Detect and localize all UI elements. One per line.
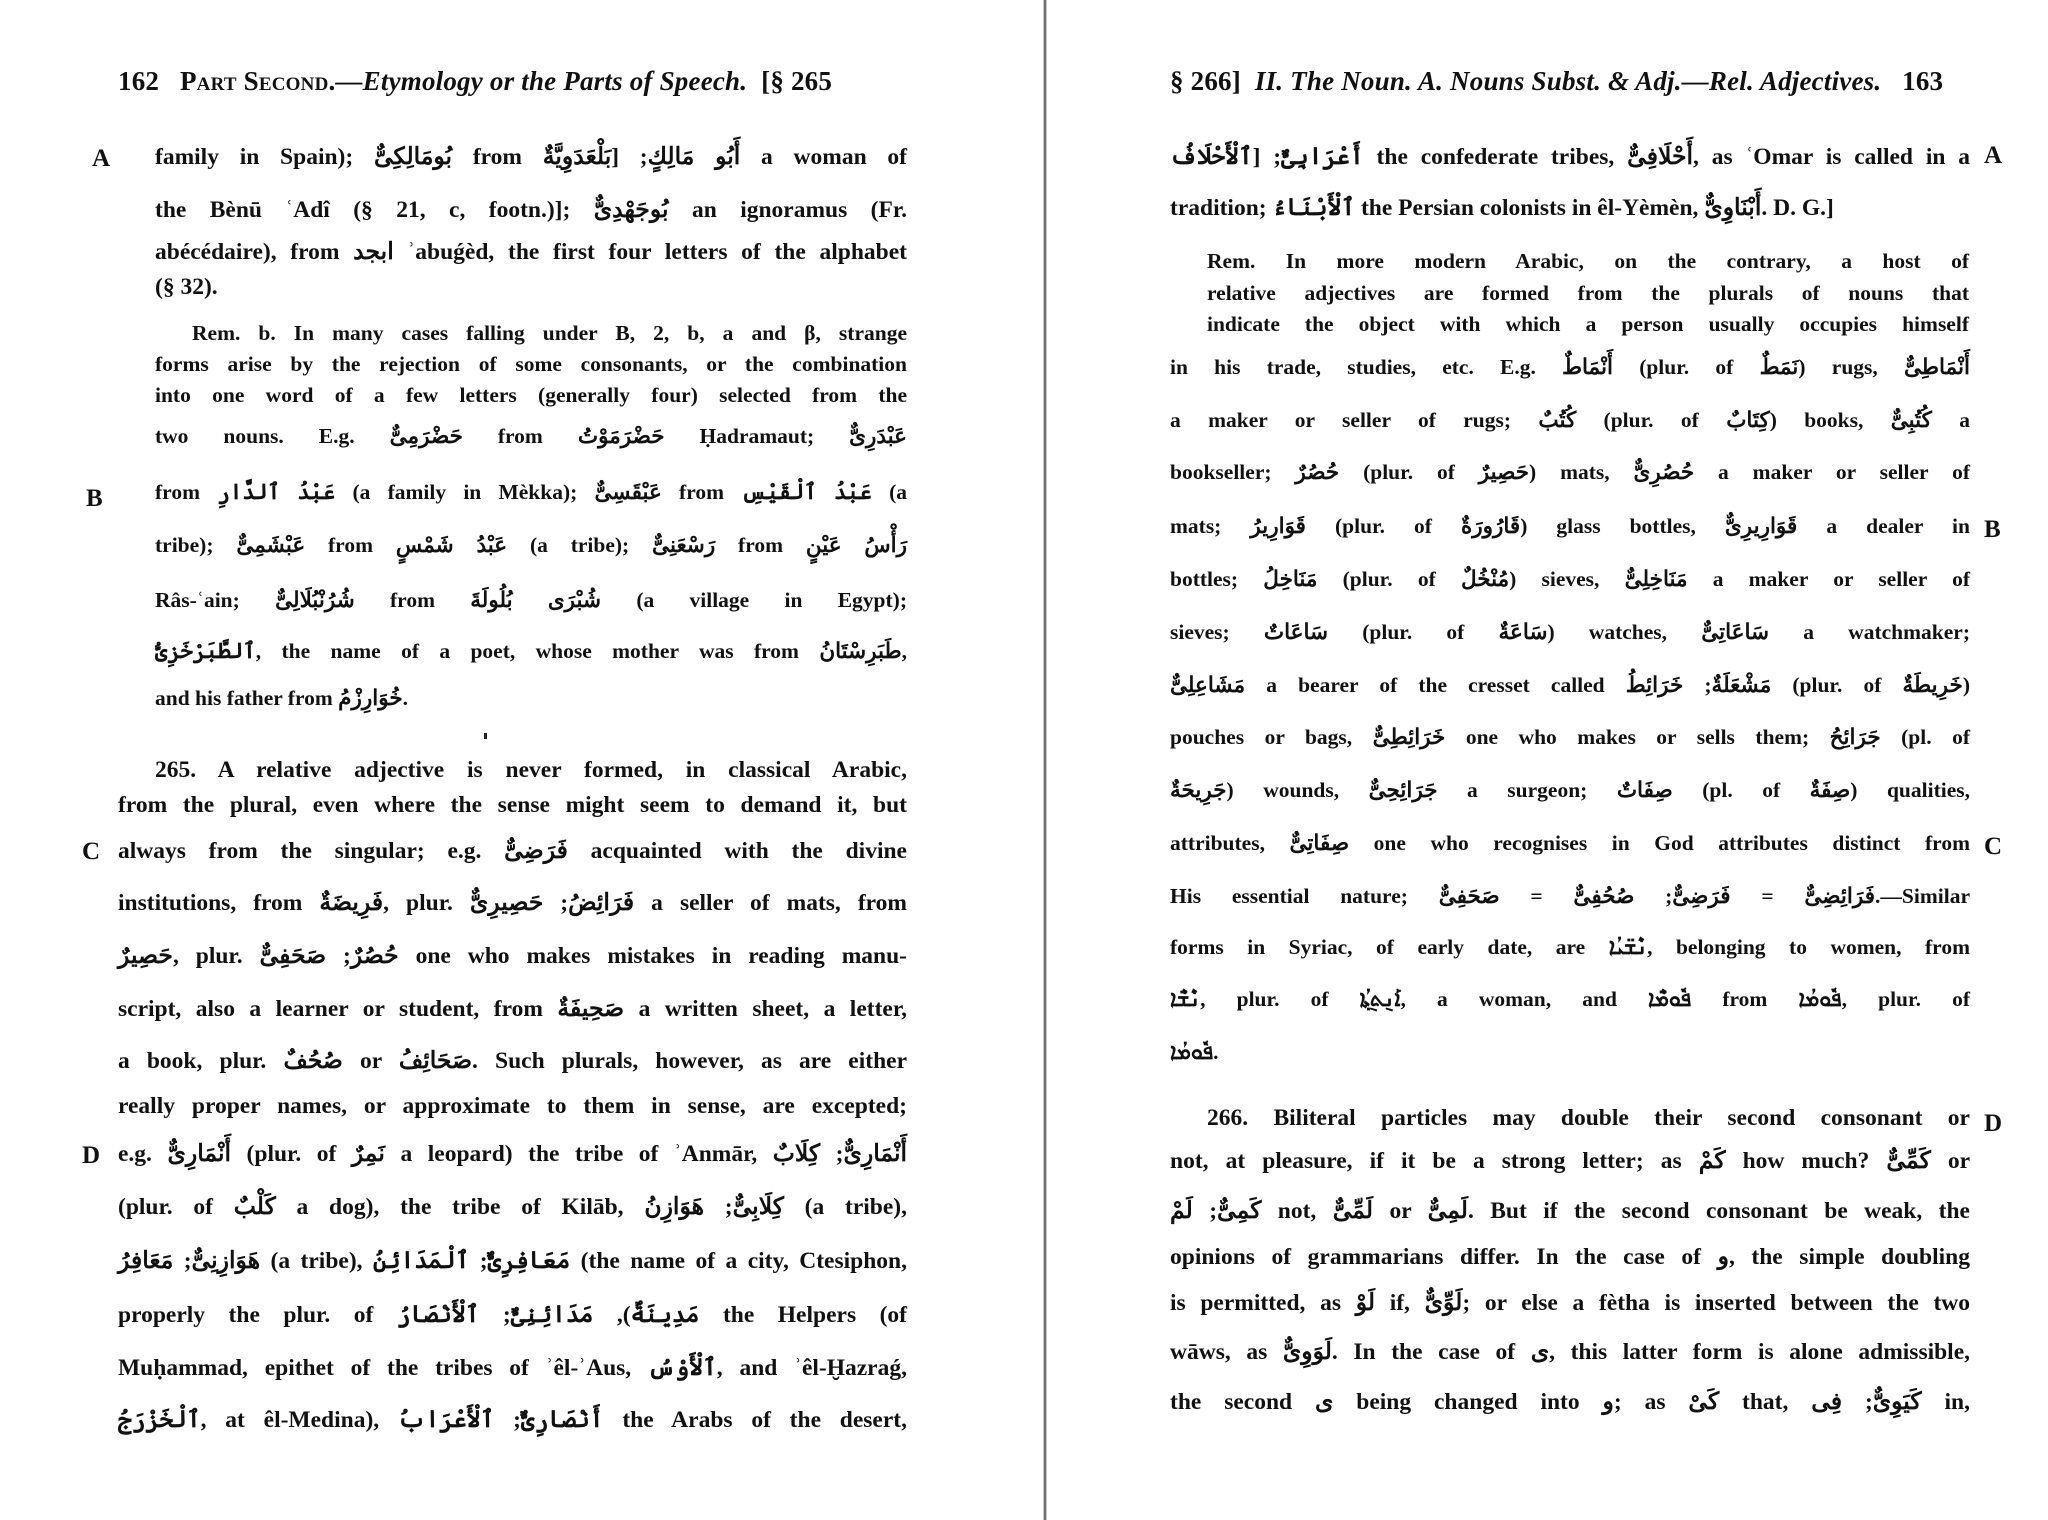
text-line: حَصِيرٌ, plur. حُصُرٌ; صَحَفِىٌّ one who makes mistakes in reading manu- xyxy=(118,943,907,969)
right-header-title: II. The Noun. A. Nouns Subst. & Adj.—Rel. Adjectives. xyxy=(1254,66,1882,96)
right-header-section: § 266] xyxy=(1170,66,1241,96)
left-page-number: 162 xyxy=(118,66,160,96)
remark-line: in his trade, studies, etc. E.g. أَنْمَاطٌ (plur. of نَمَطٌ) rugs, أَنْمَاطِىٌّ xyxy=(1170,355,1970,379)
text-line: from the plural, even where the sense might seem to demand it, but xyxy=(118,792,907,818)
margin-letter-c: C xyxy=(1984,833,2003,860)
text-line: institutions, from فَرِيضَةٌ, plur. فَرَائِضُ; حَصِيرِىٌّ a seller of mats, from xyxy=(118,890,907,916)
remark-line: and his father from خُوَارِزْمُ. xyxy=(155,686,408,710)
text-line: is permitted, as لَوْ if, لَوِّىٌّ; or else a fètha is inserted between the two xyxy=(1170,1290,1970,1316)
ink-speck xyxy=(484,733,487,739)
text-line: أَعْرَابِىٌّ; [ٱلْأَحْلَافُ the confederate tribes, أَحْلَافِىٌّ, as ʿOmar is called in a xyxy=(1170,144,1970,170)
remark-line: Râs-ʿain; شُرُنْبُلَالِىٌّ from شُبْرَى بُلُولَةَ (a village in Egypt); xyxy=(155,588,907,612)
left-header-title: —Etymology or the Parts of Speech. xyxy=(335,66,748,96)
margin-letter-d: D xyxy=(1984,1110,2003,1137)
text-line: properly the plur. of مَدِينَةٌ), مَدَائِنِىٌّ; ٱلْأَنْصَارُ the Helpers (of xyxy=(118,1302,908,1328)
text-line: هَوَازِنِىٌّ; مَعَافِرُ (a tribe), مَعَافِرِىٌّ; ٱلْمَدَائِنُ (the name of a city, Ctesiphon, xyxy=(118,1248,907,1274)
remark-line: His essential nature; فَرَائِضِىٌّ = فَرَضِىٌّ; صُحُفِىٌّ = صَحَفِىٌّ.—Similar xyxy=(1170,884,1970,908)
text-line: (§ 32). xyxy=(155,274,218,300)
remark-line: bookseller; حُصُرٌ (plur. of حَصِيرٌ) mats, حُصُرِىٌّ a maker or seller of xyxy=(1170,460,1970,484)
remark-line: bottles; مَنَاخِلُ (plur. of مُنْخُلٌ) sieves, مَنَاخِلِىٌّ a maker or seller of xyxy=(1170,567,1970,591)
right-page-number: 163 xyxy=(1902,66,1944,96)
text-line: the Bènū ʿAdî (§ 21, c, footn.)]; بُوجَهْدِىٌّ an ignoramus (Fr. xyxy=(155,197,908,223)
remark-line: sieves; سَاعَاتٌ (plur. of سَاعَةٌ) watches, سَاعَاتِىٌّ a watchmaker; xyxy=(1170,620,1970,644)
text-line: family in Spain); بُومَالِكِىٌّ from أَبُو مَالِكٍ; [بَلْعَدَوِيَّةٌ a woman of xyxy=(155,144,907,170)
left-part-label: Part Second. xyxy=(179,66,336,96)
margin-letter-c: C xyxy=(82,838,101,865)
text-line: Muḥammad, epithet of the tribes of ʾêl-ʾAus, ٱلْأَوْسُ, and ʾêl-Ḫazraǵ, xyxy=(118,1355,907,1381)
book-gutter xyxy=(1043,0,1047,1520)
text-line: not, at pleasure, if it be a strong letter; as كَمْ how much? كَمِّىٌّ or xyxy=(1170,1148,1971,1174)
text-line: always from the singular; e.g. فَرَضِىٌّ acquainted with the divine xyxy=(118,838,907,864)
section-265-line: 265. A relative adjective is never formed, in classical Arabic, xyxy=(155,757,907,783)
margin-letter-a: A xyxy=(92,145,111,172)
right-running-head xyxy=(1170,66,1943,97)
remark-line: mats; قَوَارِيرُ (plur. of قَارُورَةٌ) glass bottles, قَوَارِيرِىٌّ a dealer in xyxy=(1170,514,1970,538)
text-line: abécédaire), from ابجد ʾabuǵèd, the first four letters of the alphabet xyxy=(155,239,907,265)
text-line: the second ى being changed into و; as كَىْ that, كَيَوِىٌّ; فِى in, xyxy=(1170,1389,1970,1415)
remark-line: ٱلطَّبَرْخَزِىُّ, the name of a poet, whose mother was from طَبَرِسْتَانُ, xyxy=(155,639,907,663)
text-line: really proper names, or approximate to them in sense, are excepted; xyxy=(118,1093,907,1119)
margin-letter-a: A xyxy=(1984,142,2003,169)
margin-letter-b: B xyxy=(86,485,103,512)
remark-line: two nouns. E.g. حَضْرَمِىٌّ from حَضْرَمَوْتُ Ḥadramaut; عَبْدَرِىٌّ xyxy=(155,424,907,448)
text-line: a book, plur. صُحُفٌ or صَحَائِفُ. Such plurals, however, as are either xyxy=(118,1048,907,1074)
margin-letter-b: B xyxy=(1984,516,2001,543)
section-266-line: 266. Biliteral particles may double their second consonant or xyxy=(1207,1105,1970,1131)
text-line: ٱلْخَزْرَجُ, at êl-Medina), أَنْصَارِىٌّ; ٱلْأَعْرَابُ the Arabs of the desert, xyxy=(118,1407,907,1433)
remark-line: مَشَاعِلِىٌّ a bearer of the cresset called مَشْعَلَةٌ; خَرَائِطُ (plur. of خَرِيطَةٌ) xyxy=(1170,673,1970,697)
text-line: كَمِىٌّ; لَمْ not, لَمِّىٌّ or لَمِىٌّ. But if the second consonant be weak, the xyxy=(1170,1198,1970,1224)
remark-line: forms in Syriac, of early date, are ܢܶܫ̈ܝܳܐ, belonging to women, from xyxy=(1170,935,1970,959)
text-line: opinions of grammarians differ. In the case of و, the simple doubling xyxy=(1170,1244,1970,1270)
remark-line: into one word of a few letters (generally four) selected from the xyxy=(155,383,907,407)
text-line: tradition; ٱلْأَبْنَاءُ the Persian colonists in êl-Yèmèn, أَبْنَاوِىٌّ. D. G.] xyxy=(1170,195,1834,221)
remark-line: indicate the object with which a person usually occupies himself xyxy=(1207,312,1969,336)
text-line: (plur. of كَلْبٌ a dog), the tribe of Kilāb, كِلَابِىٌّ; هَوَازِنُ (a tribe), xyxy=(118,1194,907,1220)
right-page xyxy=(1052,0,2048,1520)
remark-line: Rem. b. In many cases falling under B, 2, b, a and β, strange xyxy=(192,321,907,345)
remark-line: Rem. In more modern Arabic, on the contrary, a host of xyxy=(1207,249,1969,273)
remark-line: from عَبْدُ ٱلدَّارِ (a family in Mèkka); عَبْقَسِىٌّ from عَبْدُ ٱلْقَيْسِ (a xyxy=(155,480,907,504)
text-line: script, also a learner or student, from صَحِيفَةٌ a written sheet, a letter, xyxy=(118,996,907,1022)
remark-line: a maker or seller of rugs; كُتُبٌ (plur. of كِتَابٌ) books, كُتُبِىٌّ a xyxy=(1170,408,1970,432)
remark-line: ܦܽܘܡܳܐ. xyxy=(1170,1040,1219,1064)
remark-line: forms arise by the rejection of some consonants, or the combination xyxy=(155,352,907,376)
remark-line: tribe); عَبْشَمِىٌّ from عَبْدُ شَمْسٍ (a tribe); رَسْعَنِىٌّ from رَأْسُ عَيْنٍ xyxy=(155,533,907,557)
left-header-section: [§ 265 xyxy=(761,66,833,96)
remark-line: ܢܶܫ̈ܶܐ, plur. of ܐܰܢ݈ܬ݈ܬ݂ܳܐ, a woman, and ܦܽܘܡ̈ܶܐ from ܦܽܘܡܳܐ, plur. of xyxy=(1170,987,1970,1011)
remark-line: relative adjectives are formed from the plurals of nouns that xyxy=(1207,281,1969,305)
remark-line: attributes, صِفَاتِىٌّ one who recognises in God attributes distinct from xyxy=(1170,831,1970,855)
left-running-head xyxy=(118,66,832,97)
text-line: e.g. أَنْمَارِىٌّ (plur. of نَمِرٌ a leopard) the tribe of ʾAnmār, أَنْمَارِىٌّ; كِلَابٌ xyxy=(118,1141,908,1167)
remark-line: جَرِيحَةٌ) wounds, جَرَائِحِىٌّ a surgeon; صِفَاتٌ (pl. of صِفَةٌ) qualities, xyxy=(1170,778,1970,802)
text-line: wāws, as لَوَوِىٌّ. In the case of ى, this latter form is alone admissible, xyxy=(1170,1339,1971,1365)
remark-line: pouches or bags, خَرَائِطِىٌّ one who makes or sells them; جَرَائِحُ (pl. of xyxy=(1170,725,1970,749)
margin-letter-d: D xyxy=(82,1142,101,1169)
